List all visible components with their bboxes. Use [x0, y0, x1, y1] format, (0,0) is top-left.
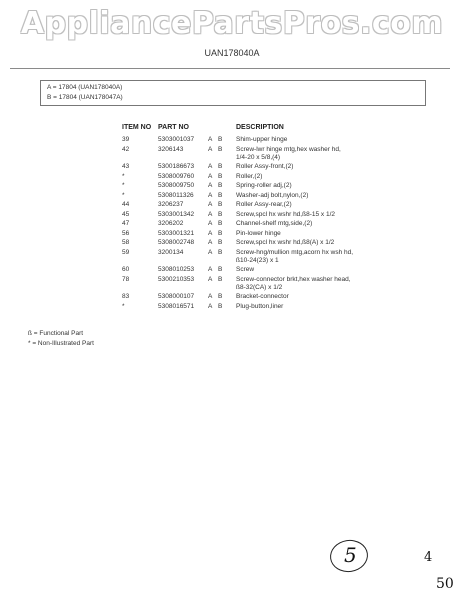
part-no: 3206143 — [158, 145, 184, 153]
model-a-flag: A — [208, 136, 213, 143]
part-no: 5300186673 — [158, 163, 195, 170]
model-a-flag: A — [208, 275, 213, 283]
header-description: DESCRIPTION — [236, 124, 284, 131]
legend-functional-part: ß = Functional Part — [28, 330, 84, 337]
table-row — [122, 248, 422, 264]
table-row — [122, 145, 422, 161]
description: Screw-lwr hinge mtg,hex washer hd, — [236, 145, 341, 153]
variant-a: A = 17804 (UAN178040A) — [47, 84, 123, 91]
item-no: * — [122, 302, 125, 310]
table-row — [122, 266, 422, 275]
model-a-flag: A — [208, 172, 213, 180]
item-no: 83 — [122, 293, 130, 300]
variant-legend-box — [40, 80, 426, 106]
table-row — [122, 220, 422, 229]
model-a-flag: A — [208, 163, 213, 170]
table-row — [122, 239, 422, 248]
model-a-flag: A — [208, 182, 213, 189]
description: 1/4-20 x 5/8,(4) — [236, 153, 281, 161]
item-no: 44 — [122, 201, 130, 208]
part-no: 5308009760 — [158, 172, 195, 180]
item-no: * — [122, 182, 125, 189]
item-no: 58 — [122, 239, 130, 246]
model-a-flag: A — [208, 191, 213, 199]
description: Screw-hng/mullion mtg,acorn hx wsh hd, — [236, 248, 354, 256]
model-b-flag: B — [218, 229, 223, 237]
model-b-flag: B — [218, 275, 223, 283]
part-no: 5300210353 — [158, 275, 195, 283]
description: ß10-24(23) x 1 — [236, 256, 279, 264]
part-no: 5308002748 — [158, 239, 195, 246]
table-row — [122, 136, 422, 145]
header-item-no: ITEM NO — [122, 124, 152, 131]
model-a-flag: A — [208, 239, 213, 246]
part-no: 5303001037 — [158, 136, 195, 143]
model-b-flag: B — [218, 145, 223, 153]
handwritten-page-number: 5 — [344, 543, 357, 567]
part-no: 3200134 — [158, 248, 184, 256]
description: Channel-shelf mtg,side,(2) — [236, 220, 313, 227]
item-no: 59 — [122, 248, 130, 256]
model-a-flag: A — [208, 266, 213, 273]
item-no: 39 — [122, 136, 130, 143]
model-b-flag: B — [218, 191, 223, 199]
model-b-flag: B — [218, 172, 223, 180]
part-no: 3206202 — [158, 220, 184, 227]
site-watermark: AppliancePartsPros.com — [20, 6, 444, 41]
description: Screw-connector brkt,hex washer head, — [236, 275, 351, 283]
model-number-header: UAN178040A — [204, 48, 260, 58]
model-b-flag: B — [218, 220, 223, 227]
description: Screw,spcl hx wshr hd,ß8-15 x 1/2 — [236, 210, 335, 218]
model-a-flag: A — [208, 210, 213, 218]
part-no: 3206237 — [158, 201, 184, 208]
part-no: 5303001321 — [158, 229, 195, 237]
part-no: 5308000107 — [158, 293, 195, 300]
model-a-flag: A — [208, 220, 213, 227]
part-no: 5303001342 — [158, 210, 195, 218]
model-b-flag: B — [218, 293, 223, 300]
item-no: * — [122, 191, 125, 199]
table-row — [122, 173, 422, 182]
description: Pin-lower hinge — [236, 229, 281, 237]
description: Roller,(2) — [236, 172, 263, 180]
part-no: 5308011326 — [158, 191, 194, 199]
top-divider — [10, 68, 450, 69]
item-no: 78 — [122, 275, 130, 283]
description: Plug-button,liner — [236, 302, 284, 310]
description: Screw,spcl hx wshr hd,ß8(A) x 1/2 — [236, 239, 335, 246]
description: Shim-upper hinge — [236, 136, 288, 143]
item-no: 47 — [122, 220, 130, 227]
model-a-flag: A — [208, 145, 213, 153]
model-b-flag: B — [218, 302, 223, 310]
model-a-flag: A — [208, 201, 213, 208]
table-row — [122, 293, 422, 302]
table-row — [122, 211, 422, 220]
header-part-no: PART NO — [158, 124, 189, 131]
model-b-flag: B — [218, 201, 223, 208]
item-no: * — [122, 172, 125, 180]
model-a-flag: A — [208, 229, 213, 237]
model-b-flag: B — [218, 239, 223, 246]
description: ß8-32(CA) x 1/2 — [236, 283, 283, 291]
model-b-flag: B — [218, 136, 223, 143]
table-row — [122, 303, 422, 312]
item-no: 60 — [122, 266, 130, 273]
item-no: 43 — [122, 163, 130, 170]
part-no: 5308009750 — [158, 182, 195, 189]
model-b-flag: B — [218, 210, 223, 218]
part-no: 5308016571 — [158, 302, 195, 310]
item-no: 42 — [122, 145, 130, 153]
model-a-flag: A — [208, 248, 213, 256]
table-row — [122, 182, 422, 191]
legend-non-illustrated-part: * = Non-Illustrated Part — [28, 340, 94, 347]
model-b-flag: B — [218, 248, 223, 256]
model-a-flag: A — [208, 293, 213, 300]
table-row — [122, 192, 422, 201]
model-b-flag: B — [218, 163, 223, 170]
model-b-flag: B — [218, 266, 223, 273]
item-no: 45 — [122, 210, 130, 218]
model-a-flag: A — [208, 302, 213, 310]
description: Screw — [236, 266, 255, 273]
description: Roller Assy-rear,(2) — [236, 201, 292, 208]
table-row — [122, 201, 422, 210]
description: Washer-adj bolt,nylon,(2) — [236, 191, 309, 199]
item-no: 56 — [122, 229, 130, 237]
handwritten-mark-right: 4 — [424, 550, 433, 565]
description: Spring-roller adj,(2) — [236, 182, 292, 189]
table-row — [122, 230, 422, 239]
variant-b: B = 17804 (UAN178047A) — [47, 94, 123, 101]
model-b-flag: B — [218, 182, 223, 189]
description: Bracket-connector — [236, 293, 289, 300]
part-no: 5308010253 — [158, 266, 195, 273]
description: Roller Assy-front,(2) — [236, 163, 294, 170]
table-row — [122, 275, 422, 291]
table-row — [122, 163, 422, 172]
handwritten-mark-bottom: 50 — [436, 576, 454, 592]
